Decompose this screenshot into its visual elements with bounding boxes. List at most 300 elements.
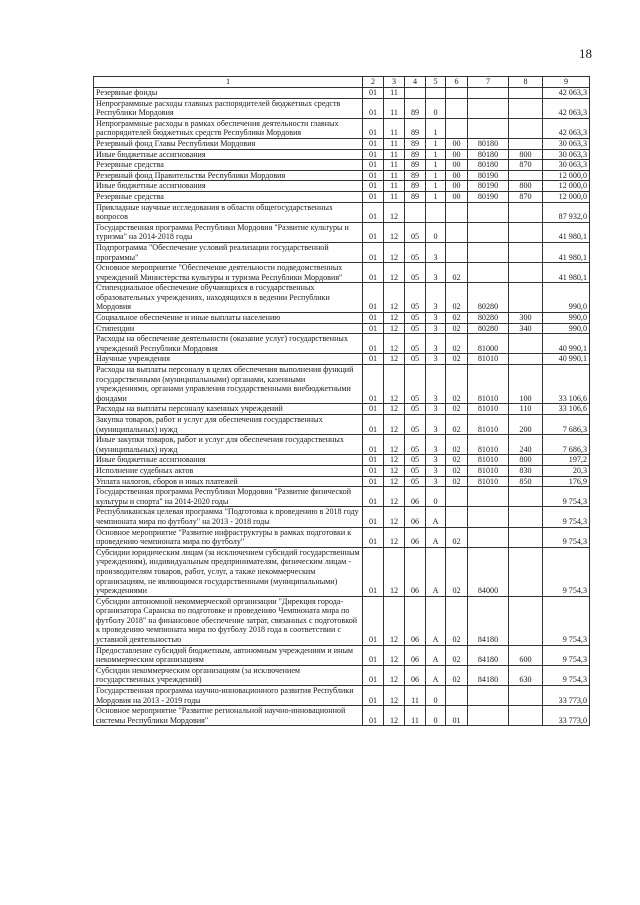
direction-code: 81010	[468, 435, 509, 455]
direction-code	[468, 487, 509, 507]
direction-code: 80280	[468, 283, 509, 313]
expense-type-code: 300	[509, 313, 543, 324]
direction-code: 80180	[468, 160, 509, 171]
section-code: 01	[363, 465, 384, 476]
activity-code: 02	[446, 465, 468, 476]
direction-code: 81010	[468, 476, 509, 487]
row-name: Государственная программа Республики Мордовия "Развитие культуры и туризма" на 2014-2018 годы	[94, 222, 363, 242]
activity-code	[446, 88, 468, 99]
table-row	[94, 170, 590, 181]
column-header: 7	[468, 77, 509, 88]
subprogram-code: А	[426, 527, 446, 547]
subprogram-code	[426, 202, 446, 222]
expense-type-code	[509, 263, 543, 283]
expense-type-code	[509, 98, 543, 118]
amount: 41 980,1	[543, 263, 590, 283]
row-name: Непрограммные расходы главных распорядителей бюджетных средств Республики Мордовия	[94, 98, 363, 118]
table-row	[94, 596, 590, 645]
activity-code: 02	[446, 645, 468, 665]
activity-code: 00	[446, 149, 468, 160]
expense-type-code	[509, 242, 543, 262]
table-row	[94, 507, 590, 527]
subsection-code: 12	[384, 476, 405, 487]
expense-type-code: 800	[509, 181, 543, 192]
column-header: 4	[405, 77, 426, 88]
subprogram-code: 3	[426, 415, 446, 435]
subsection-code: 12	[384, 455, 405, 466]
activity-code: 00	[446, 138, 468, 149]
subprogram-code: 3	[426, 455, 446, 466]
activity-code: 02	[446, 263, 468, 283]
row-name: Субсидии некоммерческим организациям (за исключением государственных учреждений)	[94, 665, 363, 685]
section-code: 01	[363, 149, 384, 160]
subprogram-code: 0	[426, 98, 446, 118]
direction-code: 81010	[468, 455, 509, 466]
expense-type-code: 800	[509, 149, 543, 160]
section-code: 01	[363, 98, 384, 118]
amount: 990,0	[543, 313, 590, 324]
subsection-code: 12	[384, 487, 405, 507]
subsection-code: 12	[384, 365, 405, 404]
activity-code	[446, 507, 468, 527]
program-code	[405, 88, 426, 99]
direction-code	[468, 202, 509, 222]
amount: 30 063,3	[543, 138, 590, 149]
program-code: 89	[405, 149, 426, 160]
section-code: 01	[363, 222, 384, 242]
subprogram-code: А	[426, 596, 446, 645]
subprogram-code: 3	[426, 242, 446, 262]
row-name: Расходы на обеспечение деятельности (оказание услуг) государственных учреждений Республики Мордовия	[94, 334, 363, 354]
budget-table	[93, 76, 590, 726]
section-code: 01	[363, 645, 384, 665]
table-row	[94, 263, 590, 283]
subsection-code: 12	[384, 323, 405, 334]
direction-code: 80180	[468, 149, 509, 160]
table-row	[94, 191, 590, 202]
direction-code: 81010	[468, 365, 509, 404]
section-code: 01	[363, 313, 384, 324]
expense-type-code	[509, 202, 543, 222]
program-code: 06	[405, 596, 426, 645]
subprogram-code: 1	[426, 170, 446, 181]
row-name: Резервный фонд Правительства Республики Мордовия	[94, 170, 363, 181]
expense-type-code: 800	[509, 455, 543, 466]
expense-type-code	[509, 547, 543, 596]
activity-code	[446, 242, 468, 262]
subsection-code: 11	[384, 118, 405, 138]
program-code: 05	[405, 476, 426, 487]
subprogram-code: 1	[426, 118, 446, 138]
amount: 990,0	[543, 283, 590, 313]
amount: 12 000,0	[543, 191, 590, 202]
table-row	[94, 487, 590, 507]
section-code: 01	[363, 415, 384, 435]
subsection-code: 12	[384, 686, 405, 706]
activity-code: 02	[446, 547, 468, 596]
direction-code	[468, 263, 509, 283]
subsection-code: 12	[384, 202, 405, 222]
column-header: 6	[446, 77, 468, 88]
expense-type-code: 600	[509, 645, 543, 665]
direction-code: 80280	[468, 313, 509, 324]
program-code: 89	[405, 191, 426, 202]
program-code: 05	[405, 323, 426, 334]
expense-type-code: 830	[509, 465, 543, 476]
expense-type-code: 870	[509, 191, 543, 202]
expense-type-code	[509, 527, 543, 547]
section-code: 01	[363, 88, 384, 99]
table-row	[94, 435, 590, 455]
activity-code: 00	[446, 191, 468, 202]
program-code: 11	[405, 706, 426, 726]
amount: 12 000,0	[543, 181, 590, 192]
subsection-code: 12	[384, 263, 405, 283]
section-code: 01	[363, 138, 384, 149]
subsection-code: 12	[384, 507, 405, 527]
expense-type-code: 110	[509, 404, 543, 415]
section-code: 01	[363, 547, 384, 596]
subsection-code: 12	[384, 527, 405, 547]
amount: 9 754,3	[543, 527, 590, 547]
activity-code: 02	[446, 455, 468, 466]
activity-code: 02	[446, 323, 468, 334]
expense-type-code: 850	[509, 476, 543, 487]
subprogram-code: 3	[426, 354, 446, 365]
table-row	[94, 476, 590, 487]
section-code: 01	[363, 665, 384, 685]
direction-code: 84180	[468, 645, 509, 665]
amount: 33 106,6	[543, 404, 590, 415]
row-name: Субсидии юридическим лицам (за исключением субсидий государственным учреждениям), индивидуальным предпринимателям, физическим лицам - производителям товаров, работ, услуг, а также некоммерческим организациям, не являющимся государственными (муниципальными) учреждениями	[94, 547, 363, 596]
program-code: 06	[405, 527, 426, 547]
row-name: Подпрограмма "Обеспечение условий реализации государственной программы"	[94, 242, 363, 262]
column-header: 2	[363, 77, 384, 88]
amount: 9 754,3	[543, 547, 590, 596]
subsection-code: 12	[384, 706, 405, 726]
table-row	[94, 313, 590, 324]
expense-type-code	[509, 283, 543, 313]
expense-type-code: 630	[509, 665, 543, 685]
amount: 42 063,3	[543, 98, 590, 118]
subsection-code: 12	[384, 404, 405, 415]
table-row	[94, 138, 590, 149]
table-row	[94, 686, 590, 706]
activity-code	[446, 98, 468, 118]
subprogram-code	[426, 88, 446, 99]
subsection-code: 11	[384, 98, 405, 118]
section-code: 01	[363, 263, 384, 283]
table-row	[94, 665, 590, 685]
section-code: 01	[363, 686, 384, 706]
activity-code: 02	[446, 334, 468, 354]
amount: 990,0	[543, 323, 590, 334]
activity-code: 02	[446, 415, 468, 435]
expense-type-code: 200	[509, 415, 543, 435]
activity-code: 02	[446, 527, 468, 547]
activity-code: 02	[446, 596, 468, 645]
column-header: 3	[384, 77, 405, 88]
row-name: Стипендиальное обеспечение обучающихся в государственных образовательных учреждениях, находящихся в ведении Республики Мордовия	[94, 283, 363, 313]
table-row	[94, 222, 590, 242]
amount: 30 063,3	[543, 149, 590, 160]
table-row	[94, 415, 590, 435]
amount: 42 063,3	[543, 118, 590, 138]
direction-code: 81010	[468, 415, 509, 435]
activity-code: 00	[446, 181, 468, 192]
direction-code	[468, 88, 509, 99]
activity-code	[446, 487, 468, 507]
subprogram-code: 3	[426, 263, 446, 283]
direction-code	[468, 706, 509, 726]
expense-type-code	[509, 138, 543, 149]
subsection-code: 12	[384, 415, 405, 435]
subsection-code: 12	[384, 283, 405, 313]
activity-code: 02	[446, 313, 468, 324]
section-code: 01	[363, 334, 384, 354]
subprogram-code: 1	[426, 138, 446, 149]
program-code: 05	[405, 415, 426, 435]
subsection-code: 11	[384, 191, 405, 202]
subprogram-code: А	[426, 645, 446, 665]
program-code: 05	[405, 242, 426, 262]
subsection-code: 12	[384, 354, 405, 365]
table-row	[94, 160, 590, 171]
table-row	[94, 354, 590, 365]
subprogram-code: 1	[426, 181, 446, 192]
direction-code	[468, 98, 509, 118]
row-name: Резервные средства	[94, 160, 363, 171]
table-row	[94, 645, 590, 665]
subprogram-code: 3	[426, 283, 446, 313]
subprogram-code: 0	[426, 686, 446, 706]
subsection-code: 11	[384, 138, 405, 149]
row-name: Резервный фонд Главы Республики Мордовия	[94, 138, 363, 149]
activity-code: 00	[446, 170, 468, 181]
subprogram-code: 1	[426, 149, 446, 160]
expense-type-code	[509, 596, 543, 645]
direction-code	[468, 222, 509, 242]
row-name: Иные бюджетные ассигнования	[94, 455, 363, 466]
activity-code: 01	[446, 706, 468, 726]
table-row	[94, 323, 590, 334]
row-name: Основное мероприятие "Обеспечение деятельности подведомственных учреждений Министерства культуры и туризма Республики Мордовия"	[94, 263, 363, 283]
column-header: 9	[543, 77, 590, 88]
section-code: 01	[363, 455, 384, 466]
row-name: Иные бюджетные ассигнования	[94, 149, 363, 160]
amount: 7 686,3	[543, 435, 590, 455]
subsection-code: 12	[384, 435, 405, 455]
amount: 176,9	[543, 476, 590, 487]
program-code: 89	[405, 118, 426, 138]
amount: 9 754,3	[543, 487, 590, 507]
subprogram-code: 0	[426, 222, 446, 242]
table-row	[94, 365, 590, 404]
section-code: 01	[363, 365, 384, 404]
program-code: 06	[405, 665, 426, 685]
row-name: Расходы на выплаты персоналу в целях обеспечения выполнения функций государственными (муниципальными) органами, казенными учреждениями, органами управления государственными внебюджетными фондами	[94, 365, 363, 404]
expense-type-code	[509, 706, 543, 726]
program-code: 11	[405, 686, 426, 706]
subsection-code: 11	[384, 181, 405, 192]
subsection-code: 12	[384, 645, 405, 665]
page-number: 18	[579, 46, 592, 61]
amount: 9 754,3	[543, 665, 590, 685]
expense-type-code	[509, 686, 543, 706]
activity-code: 02	[446, 435, 468, 455]
subsection-code: 12	[384, 596, 405, 645]
program-code: 06	[405, 547, 426, 596]
direction-code: 80190	[468, 181, 509, 192]
table-row	[94, 334, 590, 354]
table-row	[94, 465, 590, 476]
row-name: Непрограммные расходы в рамках обеспечения деятельности главных распорядителей бюджетных средств Республики Мордовия	[94, 118, 363, 138]
subsection-code: 12	[384, 313, 405, 324]
section-code: 01	[363, 323, 384, 334]
row-name: Резервные средства	[94, 191, 363, 202]
program-code: 05	[405, 365, 426, 404]
amount: 30 063,3	[543, 160, 590, 171]
activity-code: 02	[446, 404, 468, 415]
program-code: 05	[405, 263, 426, 283]
table-row	[94, 283, 590, 313]
table-row	[94, 242, 590, 262]
subprogram-code: А	[426, 507, 446, 527]
section-code: 01	[363, 404, 384, 415]
program-code: 05	[405, 404, 426, 415]
row-name: Прикладные научные исследования в области общегосударственных вопросов	[94, 202, 363, 222]
subprogram-code: 3	[426, 465, 446, 476]
column-header: 8	[509, 77, 543, 88]
subprogram-code: 3	[426, 404, 446, 415]
section-code: 01	[363, 527, 384, 547]
program-code: 89	[405, 181, 426, 192]
section-code: 01	[363, 706, 384, 726]
row-name: Субсидии автономной некоммерческой организации "Дирекция города-организатора Саранска по подготовке и проведению Чемпионата мира по футболу 2018" на финансовое обеспечение затрат, связанных с подготовкой к проведению чемпионата мира по футболу 2018 года в соответствии с уставной деятельностью	[94, 596, 363, 645]
amount: 33 773,0	[543, 686, 590, 706]
activity-code	[446, 686, 468, 706]
row-name: Уплата налогов, сборов и иных платежей	[94, 476, 363, 487]
section-code: 01	[363, 596, 384, 645]
subsection-code: 11	[384, 149, 405, 160]
amount: 41 980,1	[543, 222, 590, 242]
direction-code: 84180	[468, 665, 509, 685]
subprogram-code: 1	[426, 191, 446, 202]
section-code: 01	[363, 181, 384, 192]
subprogram-code: 1	[426, 160, 446, 171]
expense-type-code	[509, 507, 543, 527]
subsection-code: 11	[384, 170, 405, 181]
direction-code: 81000	[468, 334, 509, 354]
table-row	[94, 181, 590, 192]
program-code: 05	[405, 465, 426, 476]
amount: 9 754,3	[543, 507, 590, 527]
subsection-code: 12	[384, 222, 405, 242]
row-name: Иные закупки товаров, работ и услуг для обеспечения государственных (муниципальных) нужд	[94, 435, 363, 455]
program-code: 05	[405, 354, 426, 365]
row-name: Основное мероприятие "Развитие региональной научно-инновационной системы Республики Мордовия"	[94, 706, 363, 726]
amount: 42 063,3	[543, 88, 590, 99]
direction-code	[468, 242, 509, 262]
section-code: 01	[363, 487, 384, 507]
amount: 197,2	[543, 455, 590, 466]
row-name: Научные учреждения	[94, 354, 363, 365]
subprogram-code: 3	[426, 334, 446, 354]
table-row	[94, 202, 590, 222]
program-code: 05	[405, 334, 426, 354]
section-code: 01	[363, 191, 384, 202]
column-header: 1	[94, 77, 363, 88]
direction-code: 81010	[468, 465, 509, 476]
subsection-code: 11	[384, 88, 405, 99]
subprogram-code: 3	[426, 313, 446, 324]
subprogram-code: 3	[426, 365, 446, 404]
activity-code	[446, 222, 468, 242]
program-code	[405, 202, 426, 222]
expense-type-code: 870	[509, 160, 543, 171]
row-name: Исполнение судебных актов	[94, 465, 363, 476]
row-name: Предоставление субсидий бюджетным, автономным учреждениям и иным некоммерческим организациям	[94, 645, 363, 665]
direction-code: 81010	[468, 404, 509, 415]
activity-code: 02	[446, 354, 468, 365]
expense-type-code	[509, 118, 543, 138]
amount: 7 686,3	[543, 415, 590, 435]
direction-code: 81010	[468, 354, 509, 365]
subprogram-code: А	[426, 665, 446, 685]
subsection-code: 12	[384, 465, 405, 476]
program-code: 05	[405, 455, 426, 466]
program-code: 89	[405, 160, 426, 171]
subsection-code: 12	[384, 547, 405, 596]
table-row	[94, 404, 590, 415]
expense-type-code: 340	[509, 323, 543, 334]
direction-code	[468, 507, 509, 527]
program-code: 89	[405, 170, 426, 181]
expense-type-code	[509, 88, 543, 99]
subsection-code: 12	[384, 334, 405, 354]
activity-code	[446, 118, 468, 138]
section-code: 01	[363, 476, 384, 487]
direction-code: 84180	[468, 596, 509, 645]
table-row	[94, 527, 590, 547]
amount: 12 000,0	[543, 170, 590, 181]
activity-code: 02	[446, 665, 468, 685]
activity-code: 02	[446, 283, 468, 313]
column-header: 5	[426, 77, 446, 88]
direction-code: 80180	[468, 138, 509, 149]
direction-code: 80280	[468, 323, 509, 334]
activity-code: 00	[446, 160, 468, 171]
direction-code: 84000	[468, 547, 509, 596]
activity-code: 02	[446, 476, 468, 487]
row-name: Резервные фонды	[94, 88, 363, 99]
row-name: Иные бюджетные ассигнования	[94, 181, 363, 192]
program-code: 05	[405, 283, 426, 313]
row-name: Государственная программа научно-инновационного развития Республики Мордовия на 2013 - 2019 годы	[94, 686, 363, 706]
expense-type-code	[509, 222, 543, 242]
section-code: 01	[363, 170, 384, 181]
expense-type-code: 240	[509, 435, 543, 455]
row-name: Социальное обеспечение и иные выплаты населению	[94, 313, 363, 324]
row-name: Республиканская целевая программа "Подготовка к проведению в 2018 году чемпионата мира по футболу" на 2013 - 2018 годы	[94, 507, 363, 527]
table-row	[94, 547, 590, 596]
table-row	[94, 149, 590, 160]
amount: 40 990,1	[543, 334, 590, 354]
direction-code	[468, 527, 509, 547]
section-code: 01	[363, 354, 384, 365]
program-code: 06	[405, 487, 426, 507]
subprogram-code: 3	[426, 323, 446, 334]
